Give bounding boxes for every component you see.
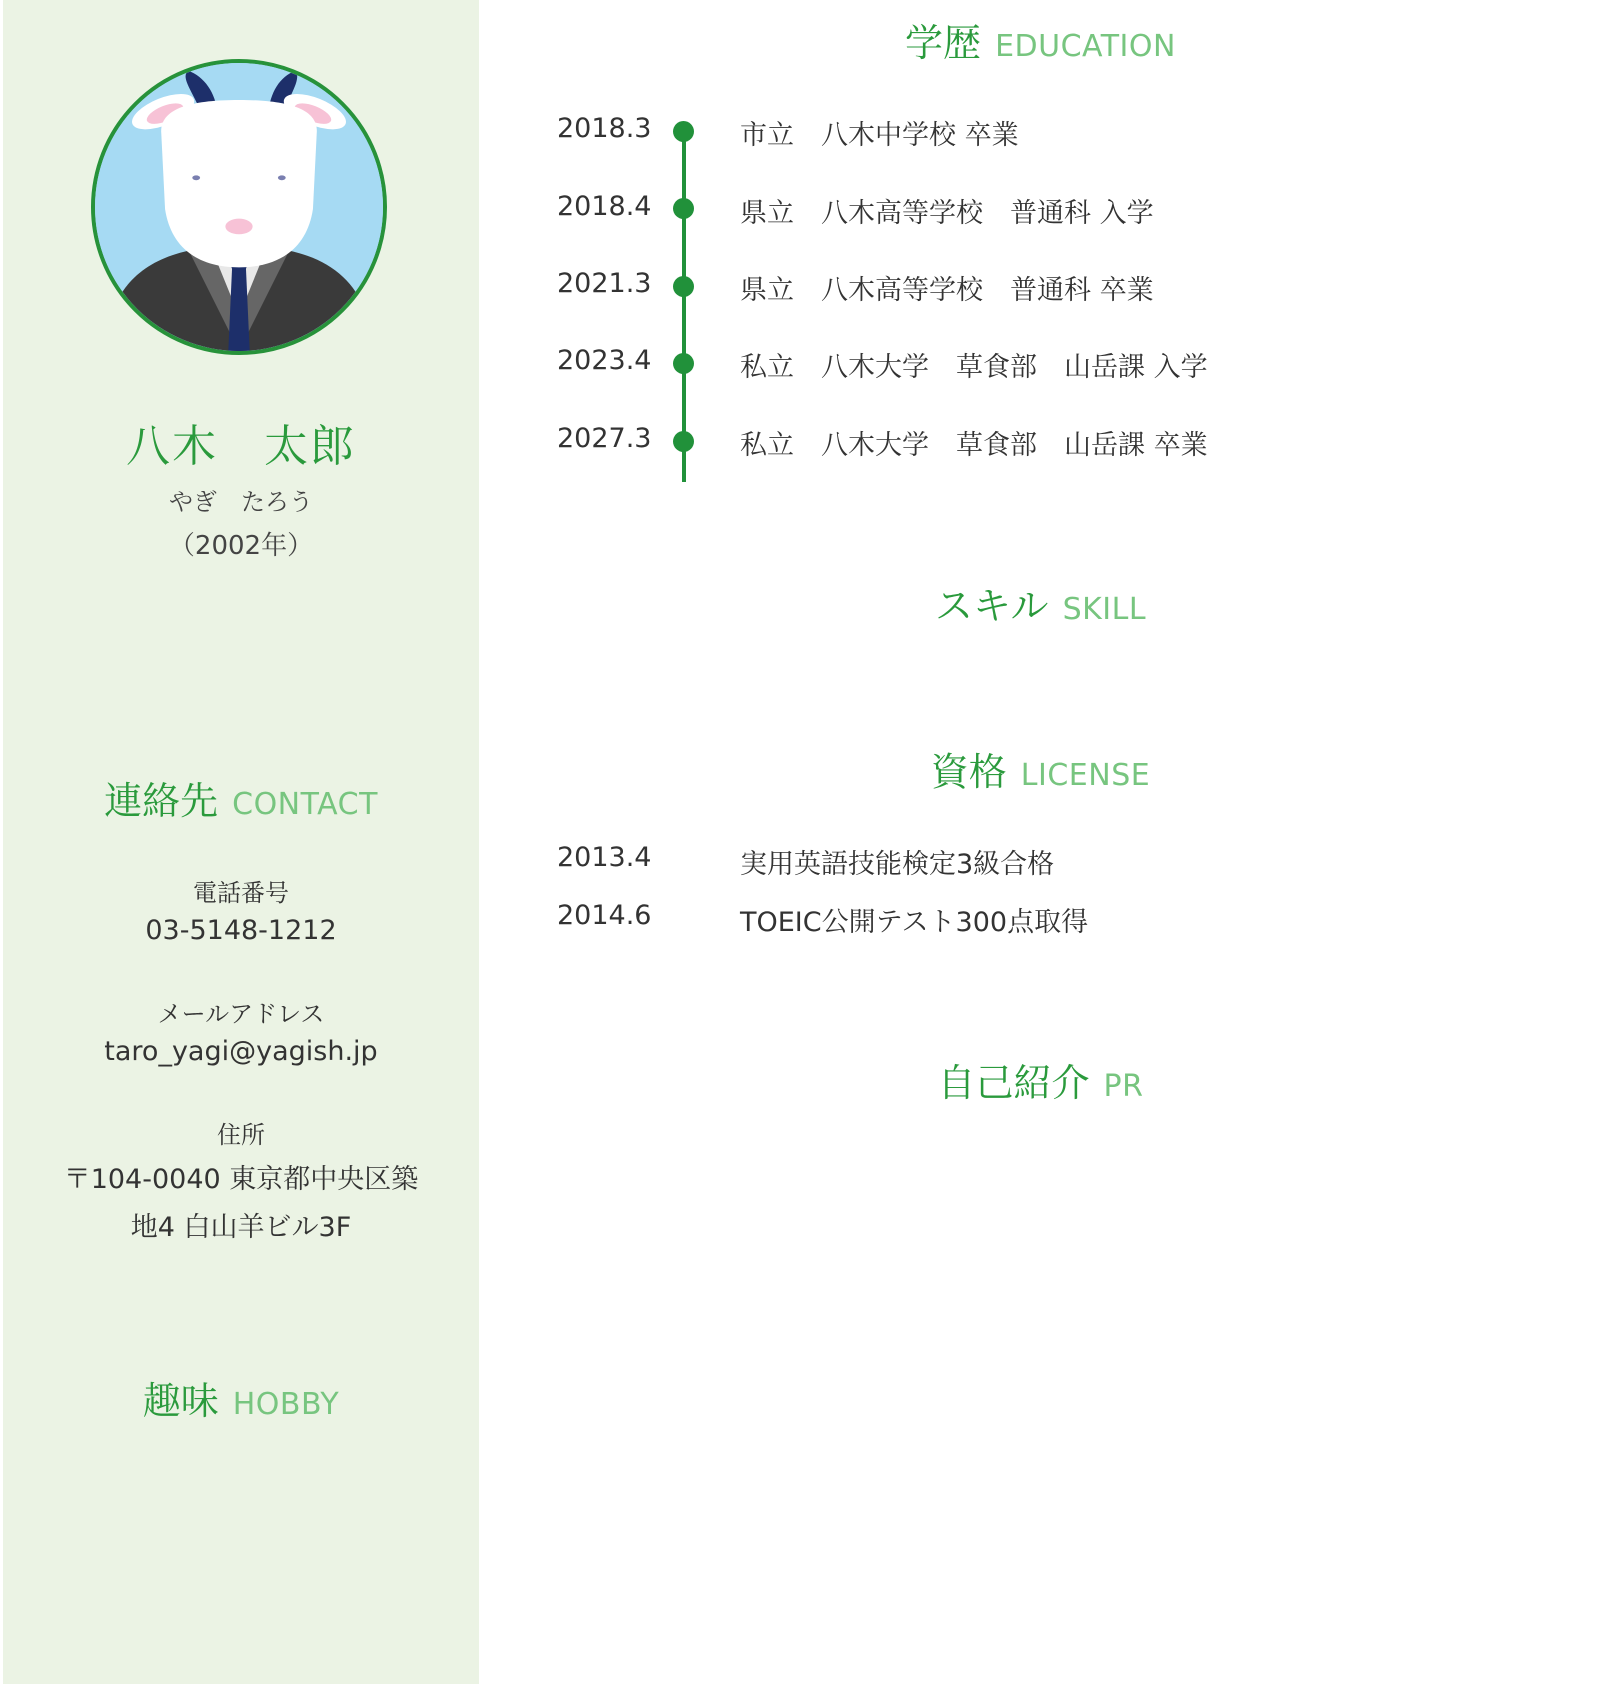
phone-label: 電話番号 xyxy=(193,879,289,907)
address-line-2: 地4 白山羊ビル3F xyxy=(130,1212,352,1243)
skill-heading-jp: スキル xyxy=(934,584,1049,628)
timeline-dot xyxy=(673,198,694,219)
education-heading-jp: 学歴 xyxy=(905,21,982,65)
profile-birth-year: （2002年） xyxy=(168,531,314,561)
education-text: 県立 八木高等学校 普通科 卒業 xyxy=(740,275,1154,306)
education-timeline xyxy=(682,128,686,482)
license-text: TOEIC公開テスト300点取得 xyxy=(740,907,1089,938)
sidebar xyxy=(3,0,479,1684)
contact-heading xyxy=(3,770,479,825)
education-text: 私立 八木大学 草食部 山岳課 卒業 xyxy=(740,430,1208,461)
profile-name: 八木 太郎 xyxy=(126,421,356,472)
timeline-dot xyxy=(673,121,694,142)
education-date: 2018.4 xyxy=(557,191,652,222)
education-text: 市立 八木中学校 卒業 xyxy=(740,120,1019,151)
education-date: 2018.3 xyxy=(557,113,652,144)
timeline-dot xyxy=(673,353,694,374)
phone-value: 03-5148-1212 xyxy=(145,915,337,946)
education-date: 2021.3 xyxy=(557,268,652,299)
hobby-heading-jp: 趣味 xyxy=(142,1379,219,1423)
contact-heading-jp: 連絡先 xyxy=(104,779,219,823)
education-heading-en: EDUCATION xyxy=(995,29,1176,64)
pr-heading xyxy=(479,1052,1602,1107)
timeline-dot xyxy=(673,276,694,297)
contact-heading-en: CONTACT xyxy=(232,787,378,822)
skill-heading xyxy=(479,575,1602,630)
avatar xyxy=(91,59,387,355)
address-line-1: 〒104-0040 東京都中央区築 xyxy=(63,1164,419,1195)
hobby-heading-en: HOBBY xyxy=(232,1387,340,1422)
license-date: 2014.6 xyxy=(557,900,652,931)
education-date: 2023.4 xyxy=(557,345,652,376)
license-date: 2013.4 xyxy=(557,842,652,873)
email-value: taro_yagi@yagish.jp xyxy=(104,1036,378,1067)
email-label: メールアドレス xyxy=(157,1000,325,1028)
pr-heading-jp: 自己紹介 xyxy=(937,1061,1090,1105)
education-heading xyxy=(479,12,1602,67)
goat-illustration xyxy=(95,63,383,351)
education-date: 2027.3 xyxy=(557,423,652,454)
license-heading-jp: 資格 xyxy=(930,750,1007,794)
hobby-heading xyxy=(3,1370,479,1425)
skill-heading-en: SKILL xyxy=(1062,592,1147,627)
pr-heading-en: PR xyxy=(1103,1069,1144,1104)
license-heading xyxy=(479,741,1602,796)
license-text: 実用英語技能検定3級合格 xyxy=(740,849,1055,880)
timeline-dot xyxy=(673,431,694,452)
address-label: 住所 xyxy=(217,1121,265,1149)
education-text: 県立 八木高等学校 普通科 入学 xyxy=(740,198,1154,229)
profile-name-kana: やぎ たろう xyxy=(169,488,313,516)
education-text: 私立 八木大学 草食部 山岳課 入学 xyxy=(740,352,1208,383)
license-heading-en: LICENSE xyxy=(1020,758,1151,793)
